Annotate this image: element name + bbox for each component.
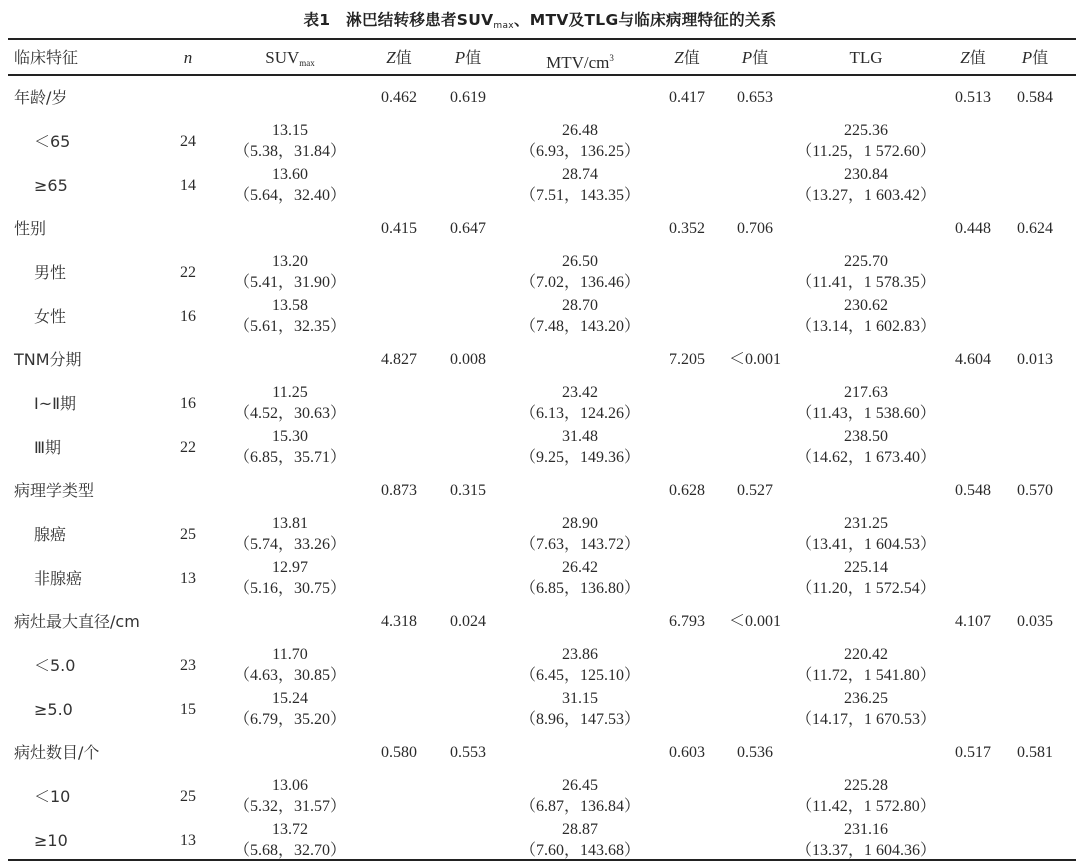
tlg-median: 225.70 <box>844 253 888 270</box>
tlg-median: 238.50 <box>844 428 888 445</box>
mtv-range: （7.51，143.35） <box>519 187 640 204</box>
suv-median: 13.06 <box>272 777 308 794</box>
group-label: TNM分期 <box>14 350 82 369</box>
suv-range: （4.63，30.85） <box>233 667 346 684</box>
tlg-median: 231.16 <box>844 821 888 838</box>
suv-median-range <box>210 644 370 686</box>
mtv-median: 31.48 <box>562 428 598 445</box>
mtv-median-range <box>500 295 660 337</box>
suv-median-range <box>210 688 370 730</box>
n-value: 14 <box>180 177 196 194</box>
mtv-median-range <box>500 382 660 424</box>
tlg-median: 236.25 <box>844 690 888 707</box>
header-tlg: TLG <box>849 48 883 67</box>
subgroup-label: ＜65 <box>34 132 71 151</box>
n-value: 16 <box>180 308 196 325</box>
mtv-z-value: 7.205 <box>669 351 705 368</box>
suv-z-value: 0.462 <box>381 89 417 106</box>
mtv-range: （8.96，147.53） <box>519 711 640 728</box>
header-mtv-sup: 3 <box>609 53 614 63</box>
tlg-median-range <box>786 513 946 555</box>
suv-range: （5.74，33.26） <box>233 536 346 553</box>
tlg-median-range <box>786 164 946 206</box>
tlg-range: （11.20，1 572.54） <box>796 580 936 597</box>
mtv-median-range <box>500 251 660 293</box>
suv-median: 11.25 <box>272 384 308 401</box>
suv-z-value: 0.873 <box>381 482 417 499</box>
n-value: 15 <box>180 701 196 718</box>
suv-range: （5.68，32.70） <box>233 842 346 859</box>
z-label: Z <box>960 48 970 67</box>
subgroup-label: Ⅰ~Ⅱ期 <box>34 394 77 413</box>
p-label: P <box>454 48 466 67</box>
tlg-p-value: 0.584 <box>1017 89 1053 106</box>
header-mtv-main: MTV/cm <box>546 53 610 72</box>
group-label: 病灶数目/个 <box>14 743 100 762</box>
header-rule <box>8 74 1076 76</box>
n-value: 22 <box>180 264 196 281</box>
suv-median-range <box>210 557 370 599</box>
suv-median-range <box>210 164 370 206</box>
header-suvmax <box>210 44 370 72</box>
tlg-median: 225.14 <box>844 559 888 576</box>
tlg-range: （11.72，1 541.80） <box>796 667 936 684</box>
tlg-median-range <box>786 819 946 861</box>
tlg-z-value: 0.513 <box>955 89 991 106</box>
mtv-median: 23.86 <box>562 646 598 663</box>
caption-text-suffix: 、MTV及TLG与临床病理特征的关系 <box>513 11 777 29</box>
mtv-median: 28.90 <box>562 515 598 532</box>
tlg-median: 231.25 <box>844 515 888 532</box>
tlg-range: （11.42，1 572.80） <box>796 798 936 815</box>
suv-range: （5.41，31.90） <box>233 274 346 291</box>
suv-range: （6.79，35.20） <box>233 711 346 728</box>
subgroup-label: 腺癌 <box>34 525 67 544</box>
table-caption <box>0 8 1080 31</box>
mtv-median-range <box>500 513 660 555</box>
header-p-mtv <box>722 44 788 72</box>
tlg-median-range <box>786 557 946 599</box>
tlg-z-value: 0.548 <box>955 482 991 499</box>
mtv-p-value: 0.527 <box>737 482 773 499</box>
mtv-median: 26.50 <box>562 253 598 270</box>
n-value: 13 <box>180 832 196 849</box>
suv-p-value: 0.647 <box>450 220 486 237</box>
subgroup-label: 非腺癌 <box>34 569 83 588</box>
suv-range: （5.64，32.40） <box>233 187 346 204</box>
suv-z-value: 0.415 <box>381 220 417 237</box>
tlg-median-range <box>786 426 946 468</box>
suv-p-value: 0.024 <box>450 613 486 630</box>
mtv-range: （7.02，136.46） <box>519 274 640 291</box>
tlg-z-value: 0.448 <box>955 220 991 237</box>
mtv-median: 28.70 <box>562 297 598 314</box>
n-value: 24 <box>180 133 196 150</box>
value-suffix: 值 <box>1032 48 1049 67</box>
subgroup-label: ＜10 <box>34 787 71 806</box>
suv-median-range <box>210 295 370 337</box>
subgroup-label: ≥5.0 <box>34 700 73 719</box>
mtv-p-value: ＜0.001 <box>728 351 781 368</box>
mtv-median-range <box>500 775 660 817</box>
header-suv-main: SUV <box>265 48 300 67</box>
tlg-range: （13.41，1 604.53） <box>795 536 936 553</box>
mtv-range: （6.13，124.26） <box>519 405 640 422</box>
header-z-tlg <box>950 44 996 72</box>
suv-range: （5.32，31.57） <box>233 798 346 815</box>
value-suffix: 值 <box>683 48 700 67</box>
suv-p-value: 0.619 <box>450 89 486 106</box>
tlg-z-value: 0.517 <box>955 744 991 761</box>
subgroup-label: ＜5.0 <box>34 656 76 675</box>
suv-range: （5.61，32.35） <box>233 318 346 335</box>
suv-range: （6.85，35.71） <box>233 449 346 466</box>
header-p-tlg <box>1012 44 1058 72</box>
value-suffix: 值 <box>395 48 412 67</box>
tlg-median-range <box>786 251 946 293</box>
tlg-median: 230.84 <box>844 166 888 183</box>
mtv-range: （6.85，136.80） <box>519 580 640 597</box>
suv-median: 12.97 <box>272 559 308 576</box>
group-label: 性别 <box>14 219 47 238</box>
suv-z-value: 4.318 <box>381 613 417 630</box>
mtv-median-range <box>500 164 660 206</box>
tlg-p-value: 0.570 <box>1017 482 1053 499</box>
mtv-range: （7.48，143.20） <box>519 318 640 335</box>
mtv-median: 28.87 <box>562 821 598 838</box>
suv-median-range <box>210 819 370 861</box>
mtv-median-range <box>500 644 660 686</box>
tlg-median-range <box>786 688 946 730</box>
mtv-range: （6.87，136.84） <box>519 798 640 815</box>
suv-median: 13.81 <box>272 515 308 532</box>
mtv-median-range <box>500 120 660 162</box>
suv-p-value: 0.553 <box>450 744 486 761</box>
mtv-z-value: 0.417 <box>669 89 705 106</box>
tlg-median-range <box>786 775 946 817</box>
header-suv-sub: max <box>299 58 315 68</box>
tlg-median: 225.36 <box>844 122 888 139</box>
header-z-mtv <box>664 44 710 72</box>
header-z-suv <box>376 44 422 72</box>
subgroup-label: 男性 <box>34 263 67 282</box>
mtv-z-value: 0.603 <box>669 744 705 761</box>
mtv-median-range <box>500 819 660 861</box>
z-label: Z <box>674 48 684 67</box>
tlg-median: 220.42 <box>844 646 888 663</box>
value-suffix: 值 <box>465 48 482 67</box>
suv-median-range <box>210 251 370 293</box>
suv-z-value: 4.827 <box>381 351 417 368</box>
mtv-range: （7.60，143.68） <box>519 842 640 859</box>
mtv-median: 26.42 <box>562 559 598 576</box>
suv-median: 13.60 <box>272 166 308 183</box>
mtv-median-range <box>500 426 660 468</box>
suv-median: 11.70 <box>272 646 308 663</box>
suv-median: 13.72 <box>272 821 308 838</box>
tlg-median: 225.28 <box>844 777 888 794</box>
p-label: P <box>1021 48 1033 67</box>
subgroup-label: 女性 <box>34 307 67 326</box>
group-label: 病理学类型 <box>14 481 95 500</box>
tlg-range: （14.62，1 673.40） <box>795 449 936 466</box>
group-label: 病灶最大直径/cm <box>14 612 140 631</box>
group-label: 年龄/岁 <box>14 88 68 107</box>
value-suffix: 值 <box>752 48 769 67</box>
header-n <box>178 44 198 72</box>
n-value: 25 <box>180 788 196 805</box>
suv-range: （5.16，30.75） <box>233 580 346 597</box>
tlg-p-value: 0.013 <box>1017 351 1053 368</box>
suv-median-range <box>210 426 370 468</box>
n-value: 25 <box>180 526 196 543</box>
z-label: Z <box>386 48 396 67</box>
tlg-p-value: 0.581 <box>1017 744 1053 761</box>
mtv-p-value: 0.536 <box>737 744 773 761</box>
tlg-range: （11.43，1 538.60） <box>796 405 936 422</box>
mtv-median: 28.74 <box>562 166 598 183</box>
tlg-range: （13.27，1 603.42） <box>795 187 936 204</box>
mtv-range: （7.63，143.72） <box>519 536 640 553</box>
suv-z-value: 0.580 <box>381 744 417 761</box>
header-p-suv <box>440 44 496 72</box>
tlg-z-value: 4.107 <box>955 613 991 630</box>
suv-median-range <box>210 513 370 555</box>
mtv-median: 26.45 <box>562 777 598 794</box>
tlg-range: （14.17，1 670.53） <box>795 711 936 728</box>
mtv-p-value: 0.653 <box>737 89 773 106</box>
mtv-median: 23.42 <box>562 384 598 401</box>
mtv-z-value: 6.793 <box>669 613 705 630</box>
tlg-z-value: 4.604 <box>955 351 991 368</box>
mtv-median: 26.48 <box>562 122 598 139</box>
mtv-p-value: ＜0.001 <box>728 613 781 630</box>
p-label: P <box>741 48 753 67</box>
header-n-text: n <box>183 48 193 67</box>
suv-range: （5.38，31.84） <box>233 143 346 160</box>
tlg-range: （11.41，1 578.35） <box>796 274 936 291</box>
suv-median-range <box>210 382 370 424</box>
n-value: 23 <box>180 657 196 674</box>
mtv-range: （9.25，149.36） <box>519 449 640 466</box>
n-value: 13 <box>180 570 196 587</box>
header-feature: 临床特征 <box>14 48 79 67</box>
value-suffix: 值 <box>969 48 986 67</box>
tlg-p-value: 0.035 <box>1017 613 1053 630</box>
suv-range: （4.52，30.63） <box>233 405 346 422</box>
tlg-median: 230.62 <box>844 297 888 314</box>
tlg-median-range <box>786 295 946 337</box>
top-rule <box>8 38 1076 40</box>
mtv-p-value: 0.706 <box>737 220 773 237</box>
header-mtv <box>500 44 660 72</box>
mtv-z-value: 0.628 <box>669 482 705 499</box>
n-value: 16 <box>180 395 196 412</box>
tlg-p-value: 0.624 <box>1017 220 1053 237</box>
n-value: 22 <box>180 439 196 456</box>
mtv-range: （6.45，125.10） <box>519 667 640 684</box>
suv-p-value: 0.008 <box>450 351 486 368</box>
tlg-median-range <box>786 382 946 424</box>
tlg-range: （11.25，1 572.60） <box>796 143 936 160</box>
mtv-range: （6.93，136.25） <box>519 143 640 160</box>
suv-p-value: 0.315 <box>450 482 486 499</box>
mtv-median: 31.15 <box>562 690 598 707</box>
suv-median-range <box>210 775 370 817</box>
tlg-median-range <box>786 120 946 162</box>
suv-median: 15.24 <box>272 690 308 707</box>
suv-median-range <box>210 120 370 162</box>
mtv-median-range <box>500 688 660 730</box>
suv-median: 13.58 <box>272 297 308 314</box>
subgroup-label: Ⅲ期 <box>34 438 62 457</box>
tlg-range: （13.37，1 604.36） <box>795 842 936 859</box>
tlg-median: 217.63 <box>844 384 888 401</box>
subgroup-label: ≥65 <box>34 176 68 195</box>
tlg-range: （13.14，1 602.83） <box>795 318 936 335</box>
mtv-median-range <box>500 557 660 599</box>
caption-text: 表1 淋巴结转移患者SUV <box>303 11 494 29</box>
mtv-z-value: 0.352 <box>669 220 705 237</box>
subgroup-label: ≥10 <box>34 831 68 850</box>
suv-median: 13.15 <box>272 122 308 139</box>
caption-subscript: max <box>493 21 514 31</box>
suv-median: 13.20 <box>272 253 308 270</box>
tlg-median-range <box>786 644 946 686</box>
suv-median: 15.30 <box>272 428 308 445</box>
